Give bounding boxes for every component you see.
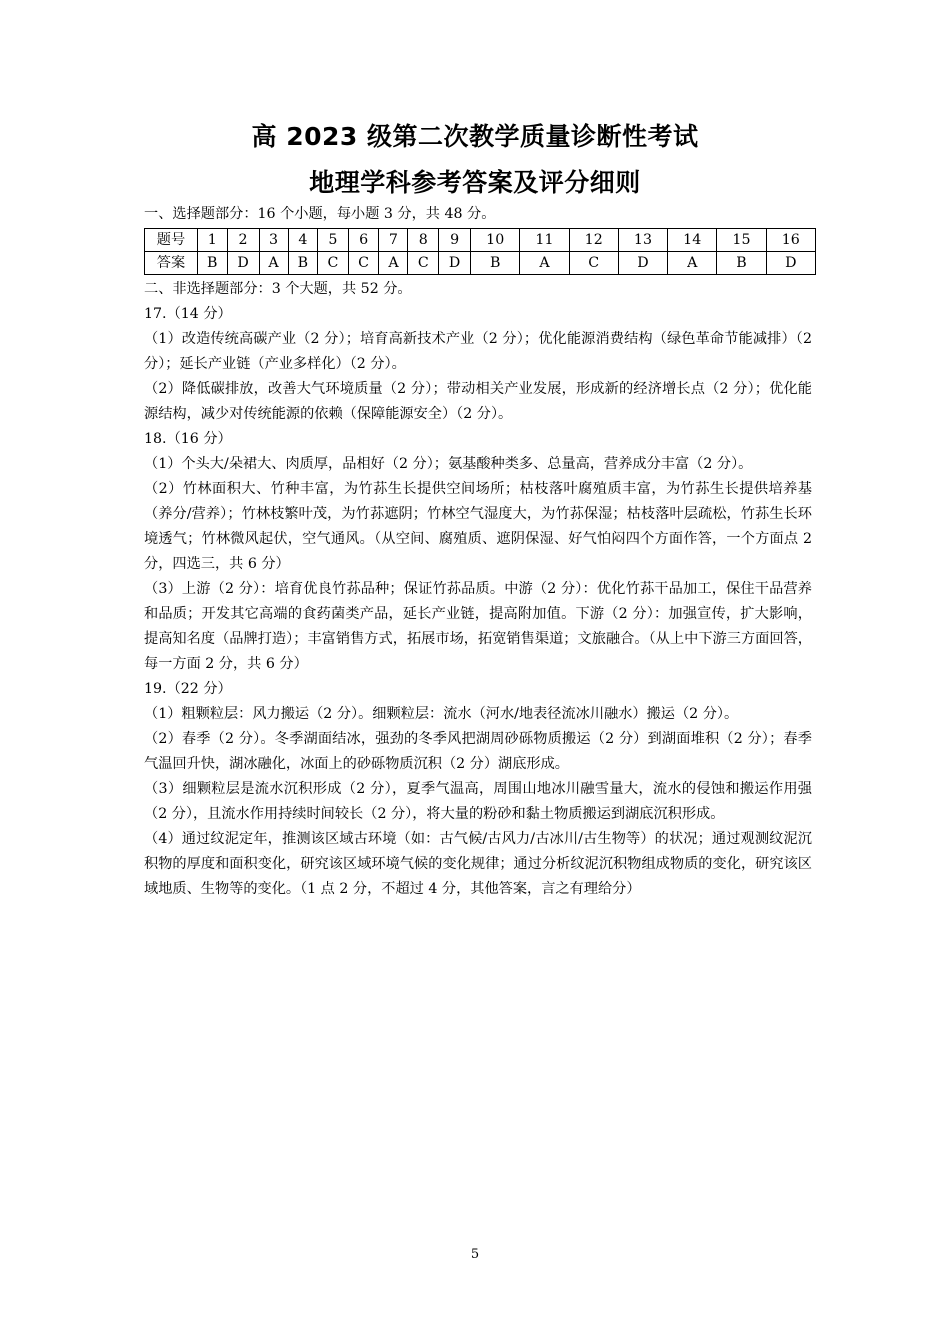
question-number-cell: 3 — [259, 229, 288, 252]
question-number-cell: 1 — [198, 229, 228, 252]
q18-part2: （2）竹林面积大、竹种丰富，为竹荪生长提供空间场所；枯枝落叶腐殖质丰富，为竹荪生长提供培养基（养分/营养）；竹林枝繁叶茂，为竹荪遮阴；竹林空气湿度大，为竹荪保湿；枯枝落叶层疏松，竹荪生长环境透气；竹林微风起伏，空气通风。（从空间、腐殖质、遮阴保湿、好气怕闷四个方面作答，一个方面点 2 分，四选三，共 6 分） — [144, 481, 812, 572]
question-number-cell: 6 — [348, 229, 379, 252]
exam-subtitle: 地理学科参考答案及评分细则 — [309, 168, 641, 197]
question-number-cell: 16 — [766, 229, 815, 252]
q17-part1: （1）改造传统高碳产业（2 分）；培育高新技术产业（2 分）；优化能源消费结构（绿色革命节能减排）（2 分）；延长产业链（产业多样化）（2 分）。 — [144, 331, 812, 372]
question-number-cell: 12 — [569, 229, 618, 252]
answer-cell: C — [318, 252, 349, 275]
answer-cell: B — [717, 252, 766, 275]
q19-part3: （3）细颗粒层是流水沉积形成（2 分），夏季气温高，周围山地冰川融雪量大，流水的侵蚀和搬运作用强（2 分），且流水作用持续时间较长（2 分），将大量的粉砂和黏土物质搬运到湖底沉积形成。 — [144, 781, 812, 822]
question-number-cell: 10 — [471, 229, 520, 252]
q18-part3: （3）上游（2 分）：培育优良竹荪品种；保证竹荪品质。中游（2 分）：优化竹荪干品加工，保住干品营养和品质；开发其它高端的食药菌类产品，延长产业链，提高附加值。下游（2 分）：加强宣传，扩大影响，提高知名度（品牌打造）；丰富销售方式，拓展市场，拓宽销售渠道；文旅融合。（从上中下游三方面回答，每一方面 2 分，共 6 分） — [144, 581, 812, 672]
question-number-cell: 9 — [439, 229, 471, 252]
answer-cell: D — [618, 252, 667, 275]
answer-content — [144, 202, 812, 902]
question-number-cell: 14 — [668, 229, 717, 252]
question-number-row — [145, 229, 816, 252]
question-number-cell: 13 — [618, 229, 667, 252]
question-number-cell: 5 — [318, 229, 349, 252]
question-number-cell: 2 — [227, 229, 259, 252]
q18-header: 18.（16 分） — [144, 431, 232, 447]
q17-header: 17.（14 分） — [144, 306, 232, 322]
q18-part1: （1）个头大/朵裙大、肉质厚，品相好（2 分）；氨基酸种类多、总量高，营养成分丰富（2 分）。 — [144, 456, 753, 472]
section-1-heading: 一、选择题部分：16 个小题，每小题 3 分，共 48 分。 — [144, 206, 496, 222]
section-2-heading: 二、非选择题部分：3 个大题，共 52 分。 — [144, 281, 412, 297]
question-number-cell: 15 — [717, 229, 766, 252]
answer-cell: D — [766, 252, 815, 275]
q19-part1: （1）粗颗粒层：风力搬运（2 分）。细颗粒层：流水（河水/地表径流冰川融水）搬运（2 分）。 — [144, 706, 739, 722]
answer-cell: C — [348, 252, 379, 275]
answer-row — [145, 252, 816, 275]
question-number-cell: 11 — [520, 229, 569, 252]
question-number-cell: 8 — [408, 229, 439, 252]
multiple-choice-answer-table — [144, 228, 816, 275]
row-label-question: 题号 — [145, 229, 198, 252]
answer-cell: C — [569, 252, 618, 275]
answer-cell: D — [227, 252, 259, 275]
answer-cell: D — [439, 252, 471, 275]
row-label-answer: 答案 — [145, 252, 198, 275]
answer-cell: B — [198, 252, 228, 275]
exam-title: 高 2023 级第二次教学质量诊断性考试 — [251, 122, 699, 151]
question-number-cell: 4 — [288, 229, 318, 252]
answer-cell: A — [259, 252, 288, 275]
answer-cell: C — [408, 252, 439, 275]
page-number: 5 — [470, 1247, 480, 1262]
q17-part2: （2）降低碳排放，改善大气环境质量（2 分）；带动相关产业发展，形成新的经济增长点（2 分）；优化能源结构，减少对传统能源的依赖（保障能源安全）（2 分）。 — [144, 381, 812, 422]
answer-cell: A — [379, 252, 408, 275]
q19-header: 19.（22 分） — [144, 681, 232, 697]
answer-cell: B — [288, 252, 318, 275]
question-number-cell: 7 — [379, 229, 408, 252]
q19-part2: （2）春季（2 分）。冬季湖面结冰，强劲的冬季风把湖周砂砾物质搬运（2 分）到湖面堆积（2 分）；春季气温回升快，湖冰融化，冰面上的砂砾物质沉积（2 分）湖底形成。 — [144, 731, 812, 772]
answer-cell: A — [520, 252, 569, 275]
q19-part4: （4）通过纹泥定年，推测该区域古环境（如：古气候/古风力/古冰川/古生物等）的状况；通过观测纹泥沉积物的厚度和面积变化，研究该区域环境气候的变化规律；通过分析纹泥沉积物组成物质的变化，研究该区域地质、生物等的变化。（1 点 2 分，不超过 4 分，其他答案，言之有理给分） — [144, 831, 812, 897]
answer-cell: B — [471, 252, 520, 275]
answer-cell: A — [668, 252, 717, 275]
